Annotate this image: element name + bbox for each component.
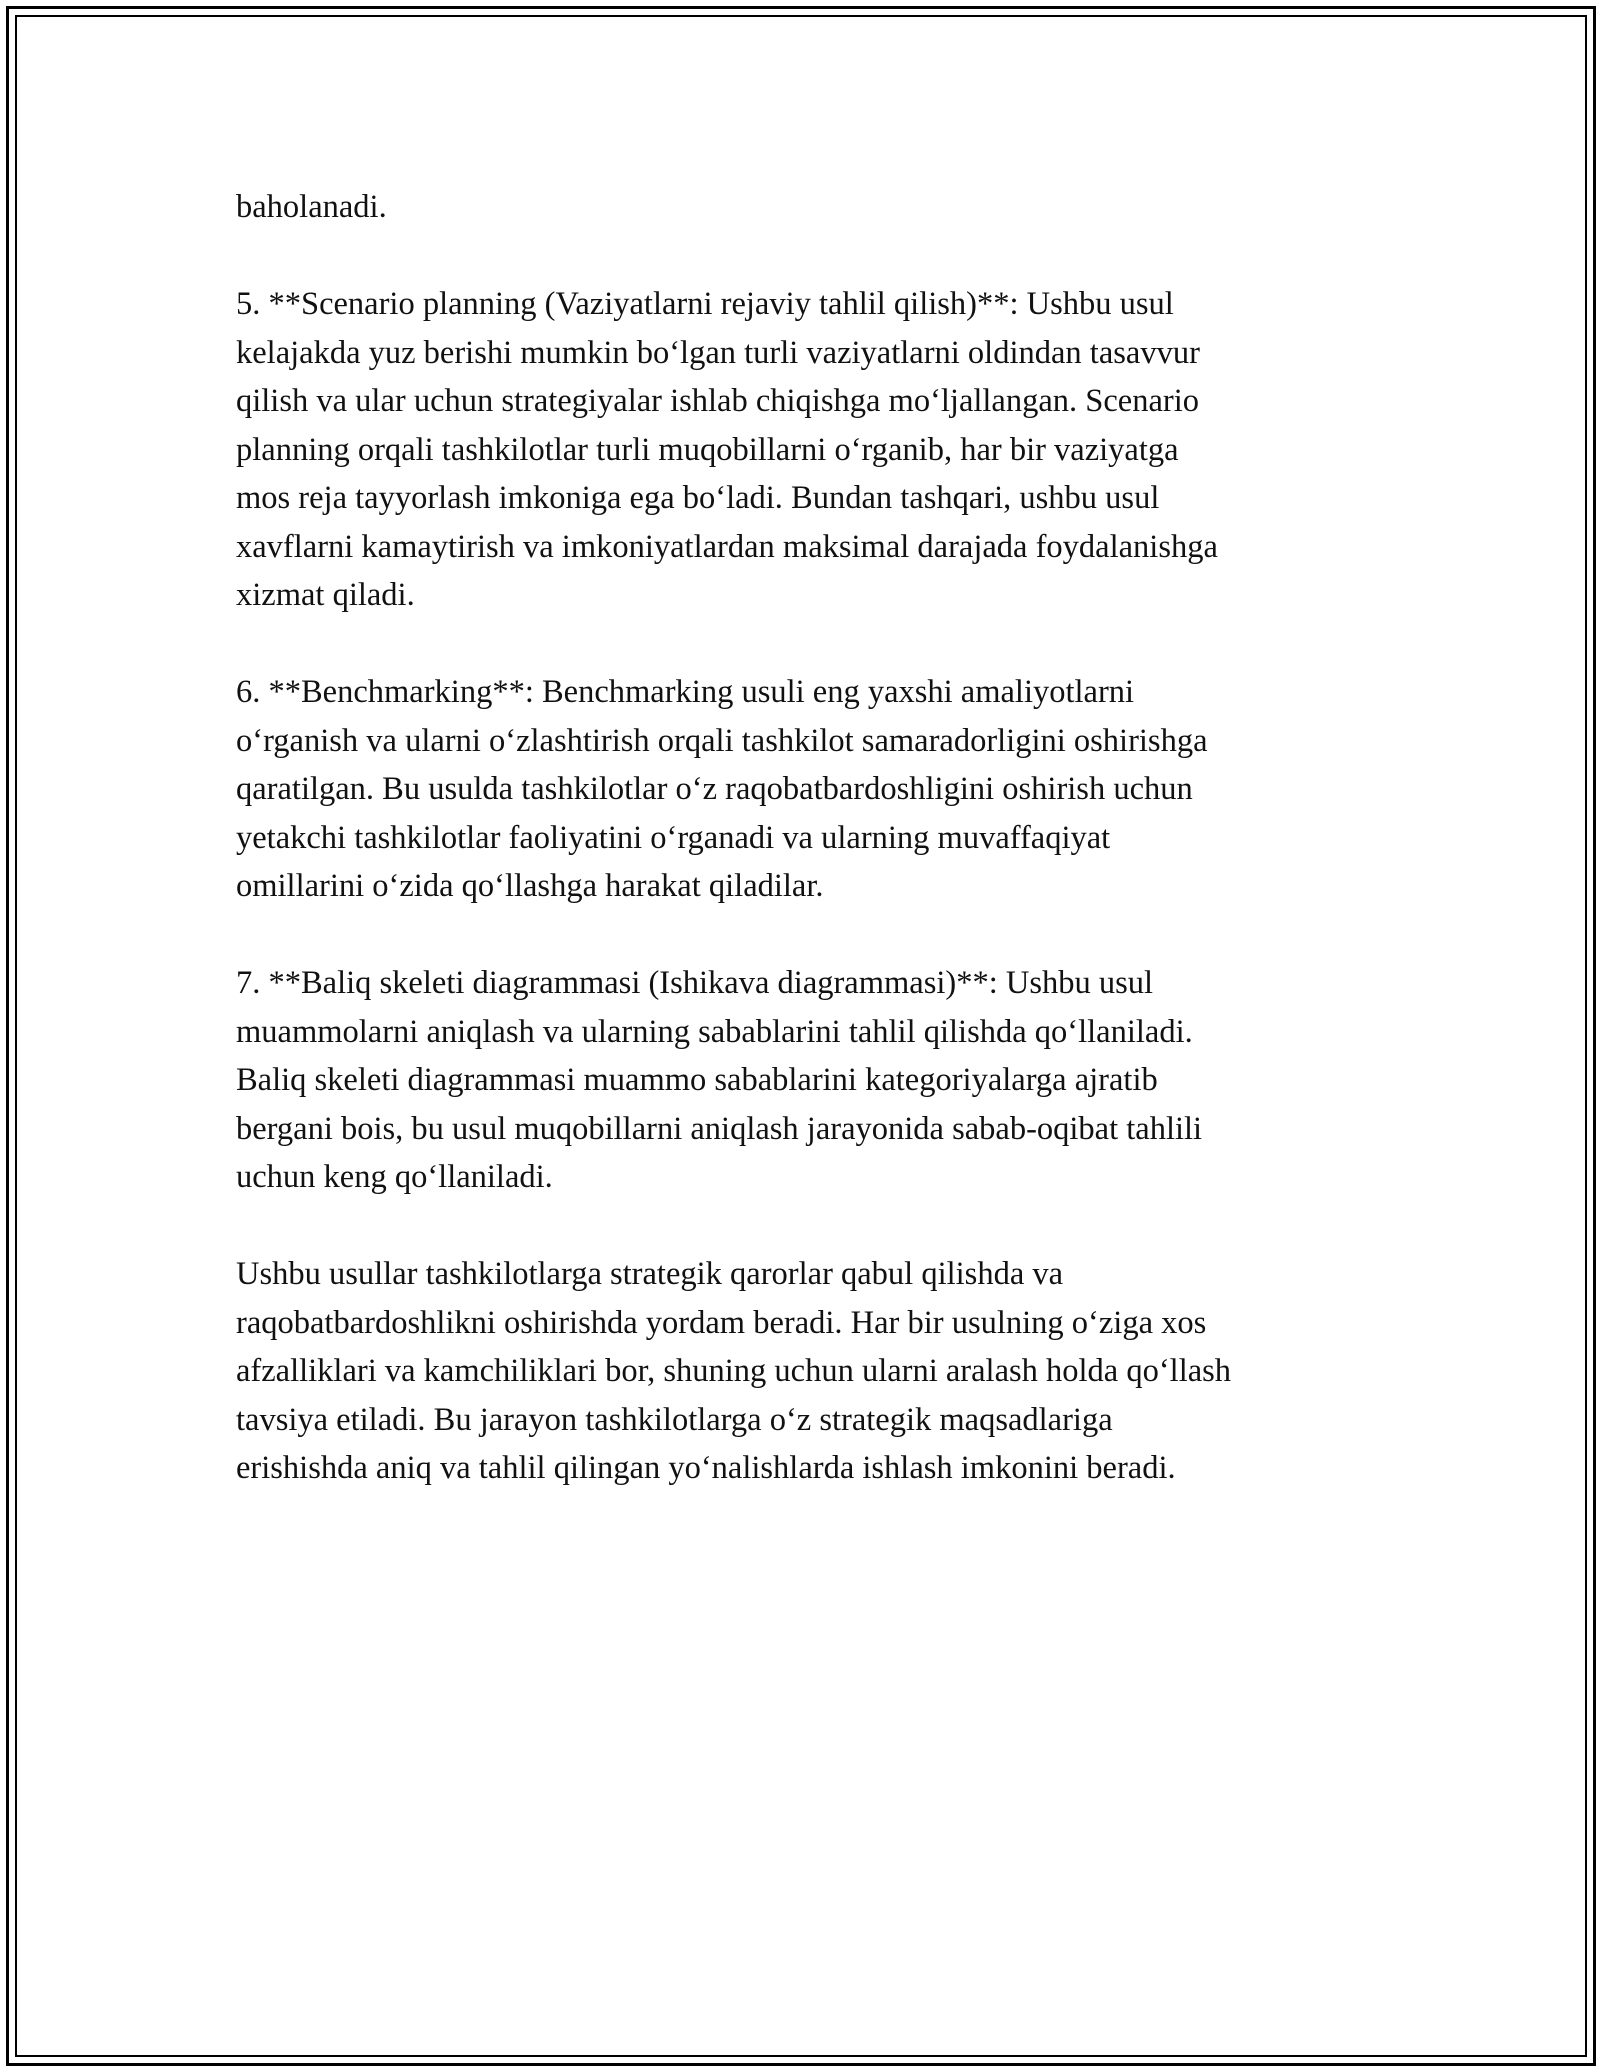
- text-line: planning orqali tashkilotlar turli muqobillarni o‘rganib, har bir vaziyatga: [236, 431, 1179, 468]
- text-line: Baliq skeleti diagrammasi muammo sabablarini kategoriyalarga ajratib: [236, 1062, 1158, 1098]
- text-line: uchun keng qo‘llaniladi.: [236, 1159, 553, 1195]
- document-body: [236, 183, 1366, 1541]
- text-line: xizmat qiladi.: [236, 577, 415, 613]
- text-line: 5. **Scenario planning (Vaziyatlarni rejaviy tahlil qilish)**: Ushbu usul: [236, 286, 1174, 322]
- text-line: qaratilgan. Bu usulda tashkilotlar o‘z raqobatbardoshligini oshirish uchun: [236, 771, 1193, 807]
- text-line: raqobatbardoshlikni oshirishda yordam beradi. Har bir usulning o‘ziga xos: [236, 1304, 1207, 1341]
- paragraph-fishbone-diagram: [236, 959, 1366, 1202]
- text-line: afzalliklari va kamchiliklari bor, shuning uchun ularni aralash holda qo‘llash: [236, 1353, 1232, 1389]
- text-line: kelajakda yuz berishi mumkin bo‘lgan turli vaziyatlarni oldindan tasavvur: [236, 334, 1200, 371]
- paragraph-scenario-planning: [236, 280, 1366, 620]
- text-line: erishishda aniq va tahlil qilingan yo‘nalishlarda ishlash imkonini beradi.: [236, 1450, 1176, 1486]
- text-line: bergani bois, bu usul muqobillarni aniqlash jarayonida sabab-oqibat tahlili: [236, 1110, 1203, 1147]
- text-line: mos reja tayyorlash imkoniga ega bo‘ladi. Bundan tashqari, ushbu usul: [236, 480, 1160, 516]
- text-line: yetakchi tashkilotlar faoliyatini o‘rganadi va ularning muvaffaqiyat: [236, 819, 1111, 856]
- paragraph-continuation: [236, 183, 1366, 232]
- paragraph-benchmarking: [236, 668, 1366, 911]
- text-line: 6. **Benchmarking**: Benchmarking usuli eng yaxshi amaliyotlarni: [236, 674, 1135, 710]
- paragraph-conclusion: [236, 1250, 1366, 1493]
- text-line: 7. **Baliq skeleti diagrammasi (Ishikava diagrammasi)**: Ushbu usul: [236, 965, 1154, 1001]
- text-line: muammolarni aniqlash va ularning sabablarini tahlil qilishda qo‘llaniladi.: [236, 1013, 1193, 1050]
- text-line: xavflarni kamaytirish va imkoniyatlardan maksimal darajada foydalanishga: [236, 528, 1218, 565]
- text-line: omillarini o‘zida qo‘llashga harakat qiladilar.: [236, 868, 824, 904]
- text-line: Ushbu usullar tashkilotlarga strategik qarorlar qabul qilishda va: [236, 1256, 1064, 1292]
- text-line: baholanadi.: [236, 189, 387, 225]
- text-line: o‘rganish va ularni o‘zlashtirish orqali tashkilot samaradorligini oshirishga: [236, 722, 1208, 759]
- text-line: qilish va ular uchun strategiyalar ishlab chiqishga mo‘ljallangan. Scenario: [236, 383, 1199, 419]
- text-line: tavsiya etiladi. Bu jarayon tashkilotlarga o‘z strategik maqsadlariga: [236, 1401, 1113, 1438]
